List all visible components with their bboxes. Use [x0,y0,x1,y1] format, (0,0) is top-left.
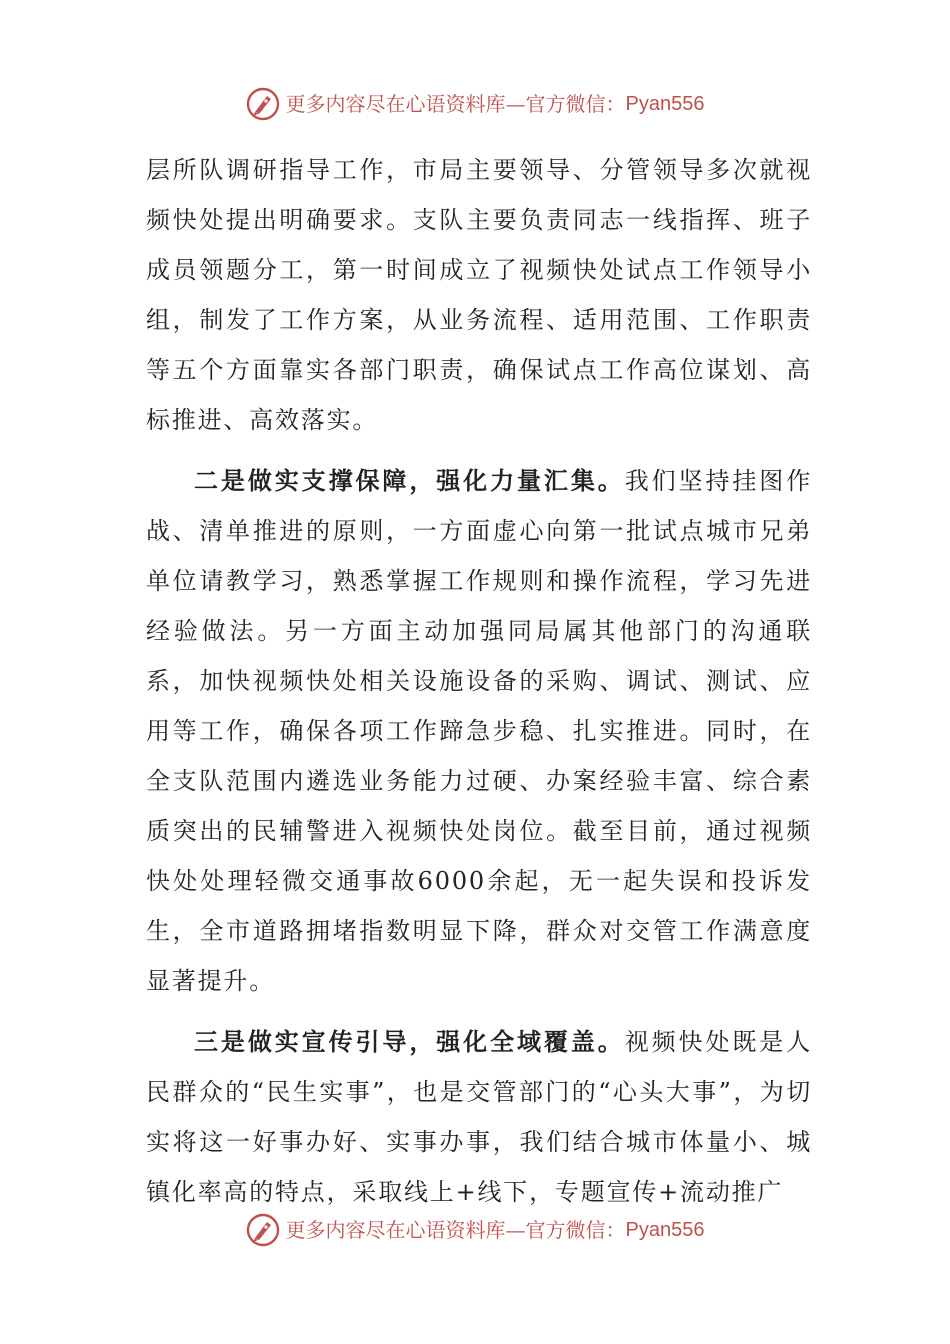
wechat-id: Pyan556 [625,1219,705,1241]
paragraph-3 [146,1017,812,1217]
document-body [146,145,812,1217]
wechat-id: Pyan556 [625,93,705,115]
pen-nib-seal-icon [246,1213,280,1247]
banner-text: 更多内容尽在心语资料库—官方微信： [285,1218,626,1242]
header-banner [0,84,950,124]
banner-text: 更多内容尽在心语资料库—官方微信： [285,92,626,116]
paragraph-2-text: 我们坚持挂图作战、清单推进的原则，一方面虚心向第一批试点城市兄弟单位请教学习，熟悉掌握工作规则和操作流程，学习先进经验做法。另一方面主动加强同局属其他部门的沟通联系，加快视频快处相关设施设备的采购、调试、测试、应用等工作，确保各项工作蹄急步稳、扎实推进。同时，在全支队范围内遴选业务能力过硬、办案经验丰富、综合素质突出的民辅警进入视频快处岗位。截至目前，通过视频快处处理轻微交通事故6000余起，无一起失误和投诉发生，全市道路拥堵指数明显下降，群众对交管工作满意度显著提升。 [146,467,812,995]
paragraph-2-heading: 二是做实支撑保障，强化力量汇集。 [194,466,625,495]
paragraph-1: 层所队调研指导工作，市局主要领导、分管领导多次就视频快处提出明确要求。支队主要负责同志一线指挥、班子成员领题分工，第一时间成立了视频快处试点工作领导小组，制发了工作方案，从业务流程、适用范围、工作职责等五个方面靠实各部门职责，确保试点工作高位谋划、高标推进、高效落实。 [146,156,812,434]
footer-banner [0,1210,950,1250]
pen-nib-seal-icon [246,87,280,121]
paragraph-3-heading: 三是做实宣传引导，强化全域覆盖。 [194,1027,625,1056]
paragraph-3-text: 视频快处既是人民群众的“民生实事”，也是交管部门的“心头大事”，为切实将这一好事办好、实事办事，我们结合城市体量小、城镇化率高的特点，采取线上+线下，专题宣传+流动推广 [146,1028,812,1206]
paragraph-2 [146,456,812,1006]
